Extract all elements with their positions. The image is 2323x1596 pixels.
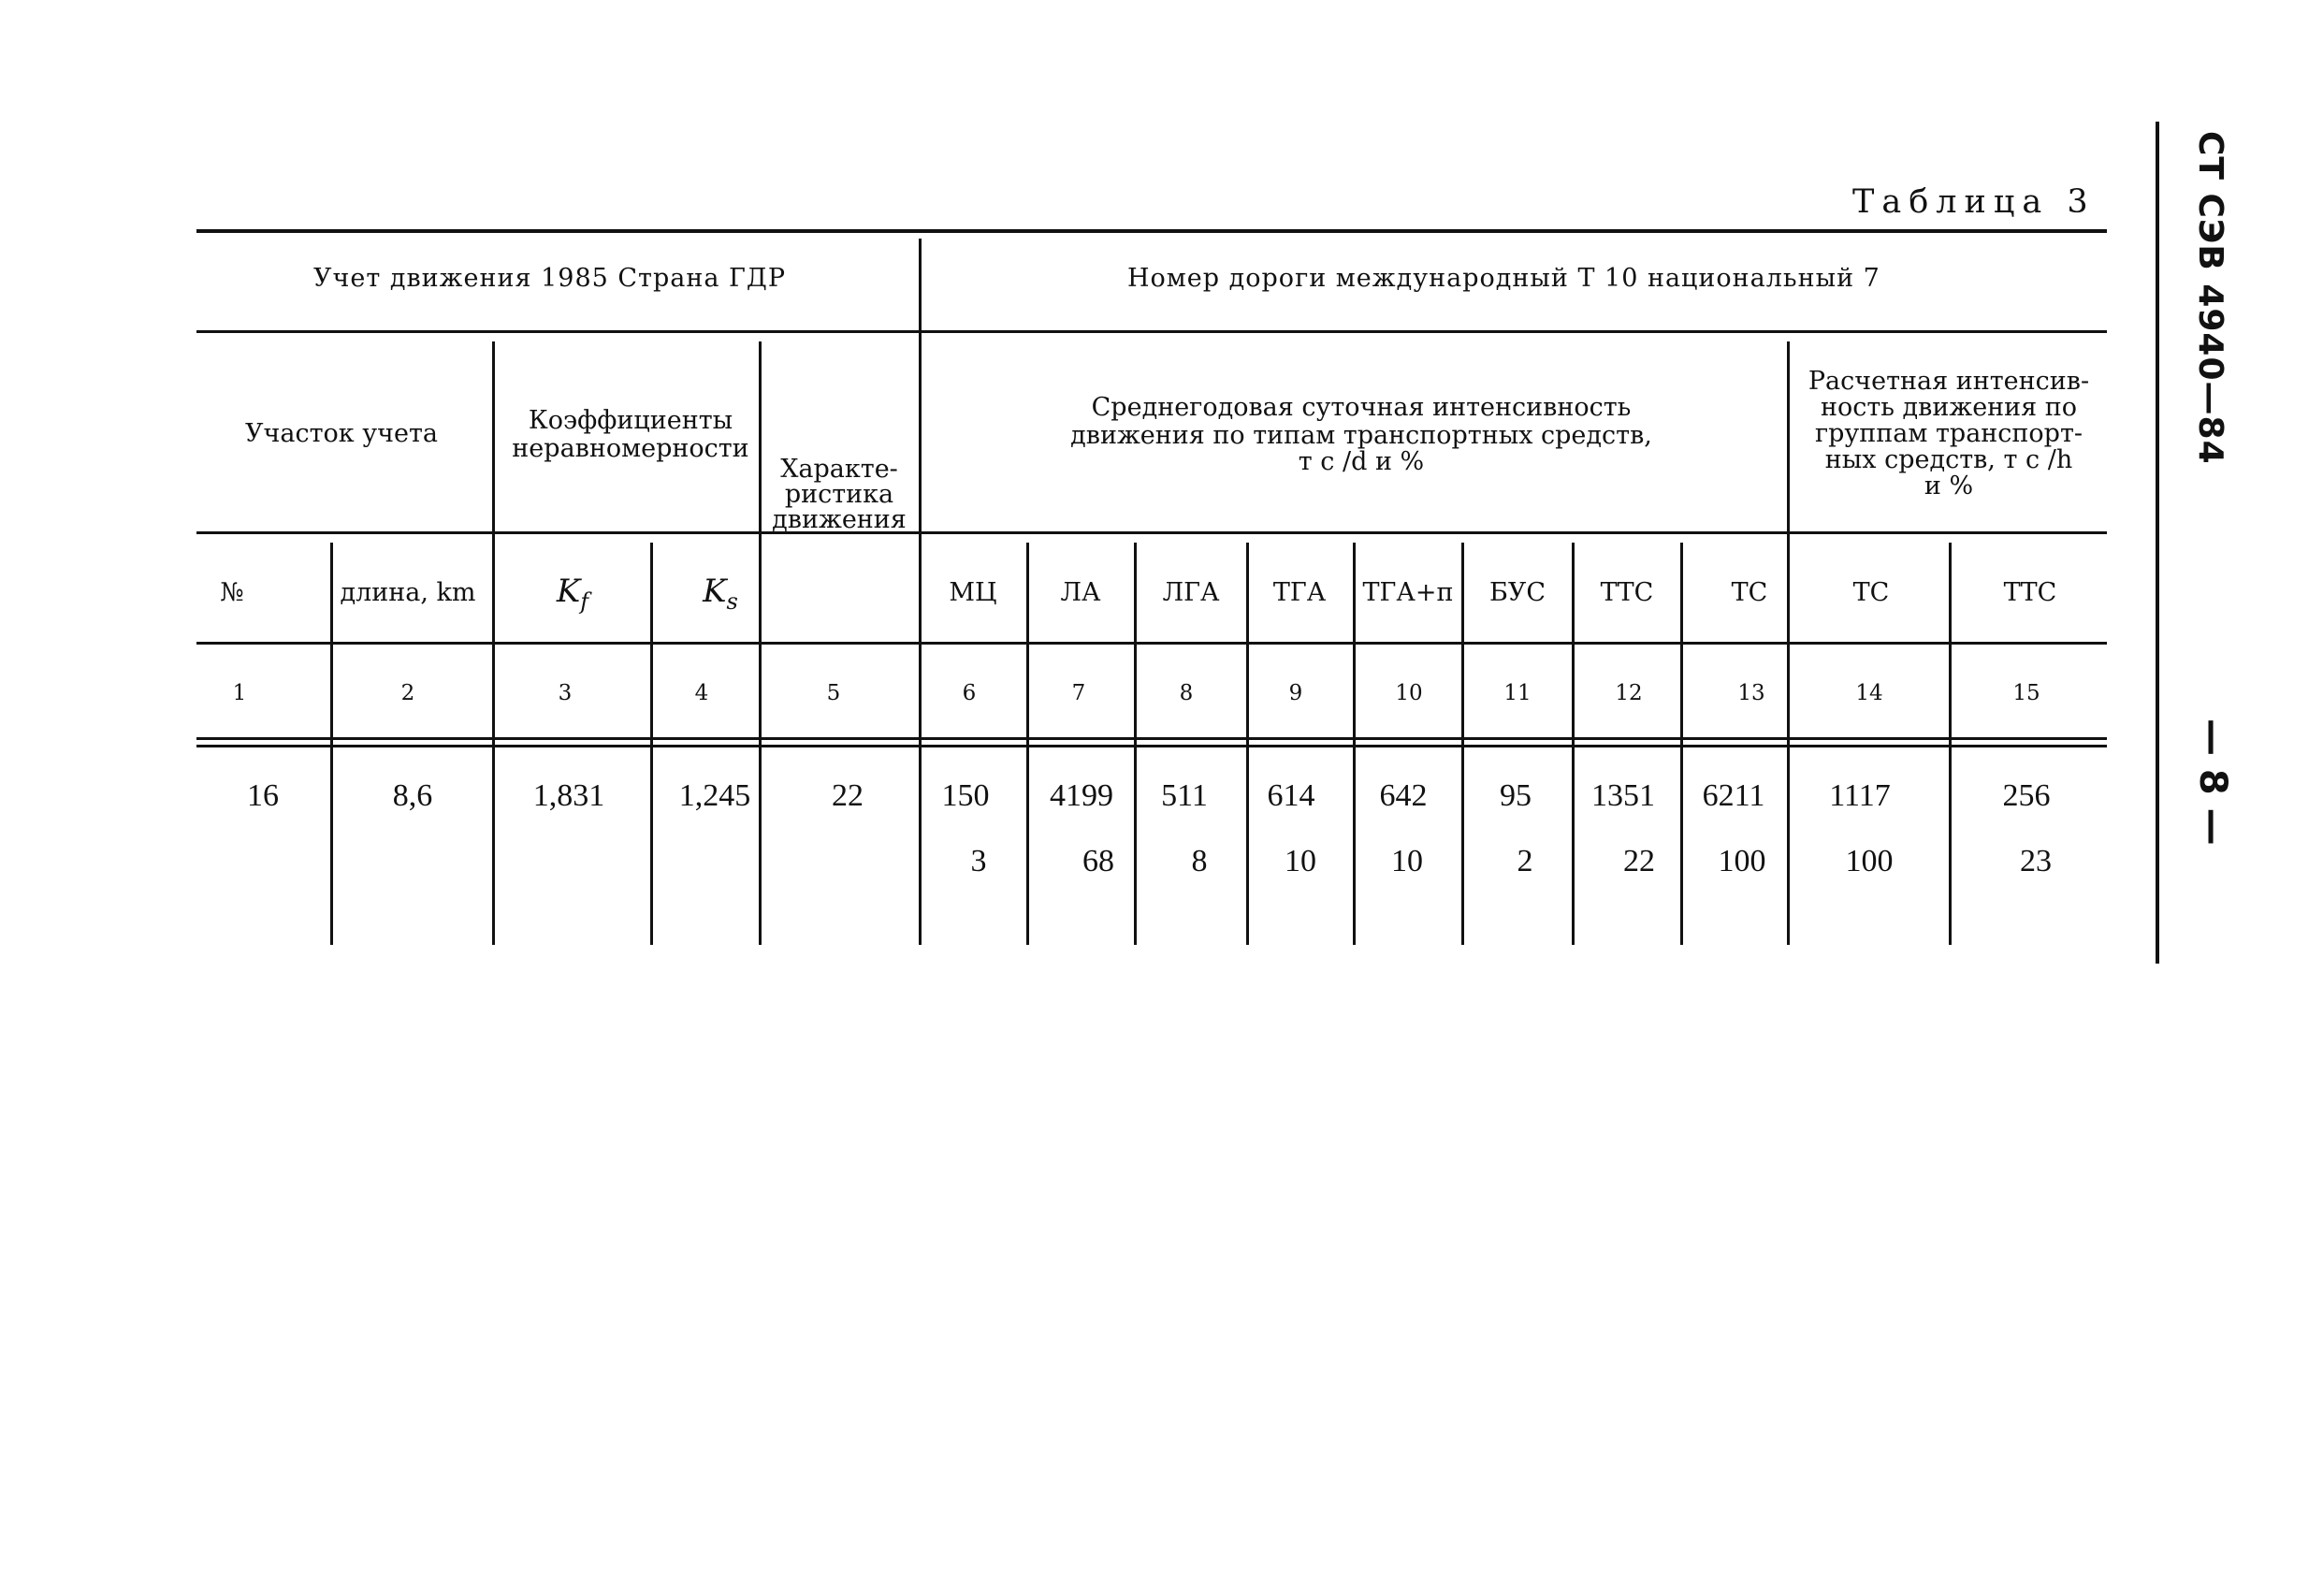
- table-cell: 68: [1082, 844, 1114, 878]
- char-line-3: движения: [772, 505, 907, 534]
- table-cell: 1,245: [678, 778, 751, 813]
- col-divider-6: [919, 239, 922, 945]
- table-cell: 16: [247, 778, 279, 813]
- col-divider-15: [1949, 543, 1952, 945]
- calc-line-5: и %: [1924, 472, 1974, 501]
- header-cars: ЛА: [1060, 578, 1101, 607]
- header-calc-all-vehicles: ТС: [1852, 578, 1890, 607]
- col-divider-2: [330, 543, 333, 945]
- kf-sub: f: [580, 588, 589, 615]
- rule-under-title-row: [196, 330, 2107, 333]
- table-cell: 511: [1161, 778, 1208, 813]
- table-cell: 614: [1267, 778, 1315, 813]
- col-num: 13: [1737, 681, 1765, 705]
- avg-line-3: т с /d и %: [1298, 447, 1425, 476]
- kf-base: K: [556, 573, 581, 610]
- col-num: 6: [962, 681, 977, 705]
- col-num: 10: [1395, 681, 1423, 705]
- calc-line-3: группам транспорт-: [1814, 419, 2083, 448]
- col-divider-13: [1680, 543, 1683, 945]
- col-num: 7: [1071, 681, 1086, 705]
- table-cell: 100: [1845, 844, 1894, 878]
- calc-line-1: Расчетная интенсив-: [1808, 367, 2090, 396]
- table-cell: 10: [1391, 844, 1423, 878]
- col-num: 12: [1615, 681, 1643, 705]
- col-divider-5: [759, 341, 762, 945]
- char-line-2: ристика: [784, 480, 894, 509]
- header-motorcycles: МЦ: [949, 578, 997, 607]
- table-caption: Таблица 3: [1852, 183, 2096, 221]
- road-number-title: Номер дороги международный Т 10 национальный 7: [1127, 264, 1880, 293]
- col-num: 14: [1855, 681, 1883, 705]
- col-divider-8: [1134, 543, 1137, 945]
- table-cell: 8,6: [392, 778, 433, 813]
- table-cell: 23: [2020, 844, 2052, 878]
- col-divider-10: [1353, 543, 1356, 945]
- rule-under-group-headers: [196, 531, 2107, 534]
- header-heavy-trucks-trailer: ТГА+п: [1362, 578, 1454, 607]
- traffic-count-title: Учет движения 1985 Страна ГДР: [313, 264, 787, 293]
- table-cell: 8: [1191, 844, 1208, 878]
- ks-base: K: [703, 573, 727, 610]
- header-buses: БУС: [1488, 578, 1546, 607]
- col-divider-4: [650, 543, 653, 945]
- header-kf: [557, 573, 588, 616]
- table-cell: 256: [2002, 778, 2051, 813]
- table-cell: 22: [1623, 844, 1655, 878]
- coef-line-2: неравномерности: [512, 434, 749, 463]
- col-divider-11: [1461, 543, 1464, 945]
- header-calc-heavy-vehicles: ТТС: [2003, 578, 2057, 607]
- table-cell: 2: [1517, 844, 1533, 878]
- table-cell: 3: [970, 844, 987, 878]
- col-divider-3: [492, 341, 495, 945]
- table-cell: 22: [832, 778, 864, 813]
- table-cell: 1351: [1591, 778, 1655, 813]
- col-divider-14: [1787, 341, 1790, 945]
- table-cell: 1,831: [532, 778, 605, 813]
- header-number: №: [220, 578, 244, 607]
- col-num: 9: [1288, 681, 1303, 705]
- rule-under-subheaders: [196, 642, 2107, 645]
- header-length: длина, km: [340, 578, 476, 607]
- calc-line-2: ность движения по: [1820, 393, 2078, 422]
- table-cell: 100: [1718, 844, 1766, 878]
- avg-line-1: Среднегодовая суточная интенсивность: [1091, 393, 1632, 422]
- table-cell: 10: [1285, 844, 1316, 878]
- col-num: 3: [558, 681, 573, 705]
- table-cell: 4199: [1050, 778, 1113, 813]
- table-top-rule: [196, 229, 2107, 233]
- table-cell: 150: [941, 778, 990, 813]
- group-section: Участок учета: [245, 419, 438, 448]
- page-number: — 8 —: [2191, 718, 2234, 846]
- col-num: 8: [1179, 681, 1194, 705]
- double-rule-bottom: [196, 745, 2107, 747]
- coef-line-1: Коэффициенты: [528, 406, 733, 435]
- header-heavy-trucks: ТГА: [1272, 578, 1327, 607]
- table-cell: 1117: [1829, 778, 1891, 813]
- right-margin-rule: [2156, 122, 2159, 964]
- header-ks: [703, 573, 738, 616]
- col-divider-9: [1246, 543, 1249, 945]
- double-rule-top: [196, 737, 2107, 740]
- col-num: 2: [400, 681, 415, 705]
- col-divider-7: [1026, 543, 1029, 945]
- col-num: 1: [232, 681, 247, 705]
- header-heavy-vehicles: ТТС: [1600, 578, 1654, 607]
- col-num: 11: [1503, 681, 1532, 705]
- col-num: 4: [694, 681, 709, 705]
- standard-designation: СТ СЭВ 4940—84: [2191, 131, 2229, 465]
- header-light-trucks: ЛГА: [1162, 578, 1220, 607]
- char-line-1: Характе-: [780, 455, 898, 484]
- ks-sub: s: [726, 588, 738, 615]
- col-num: 15: [2012, 681, 2040, 705]
- avg-line-2: движения по типам транспортных средств,: [1070, 421, 1652, 450]
- col-num: 5: [826, 681, 841, 705]
- table-cell: 6211: [1702, 778, 1765, 813]
- calc-line-4: ных средств, т с /h: [1824, 445, 2073, 474]
- header-all-vehicles: ТС: [1731, 578, 1768, 607]
- table-cell: 642: [1379, 778, 1428, 813]
- table-cell: 95: [1500, 778, 1532, 813]
- col-divider-12: [1572, 543, 1575, 945]
